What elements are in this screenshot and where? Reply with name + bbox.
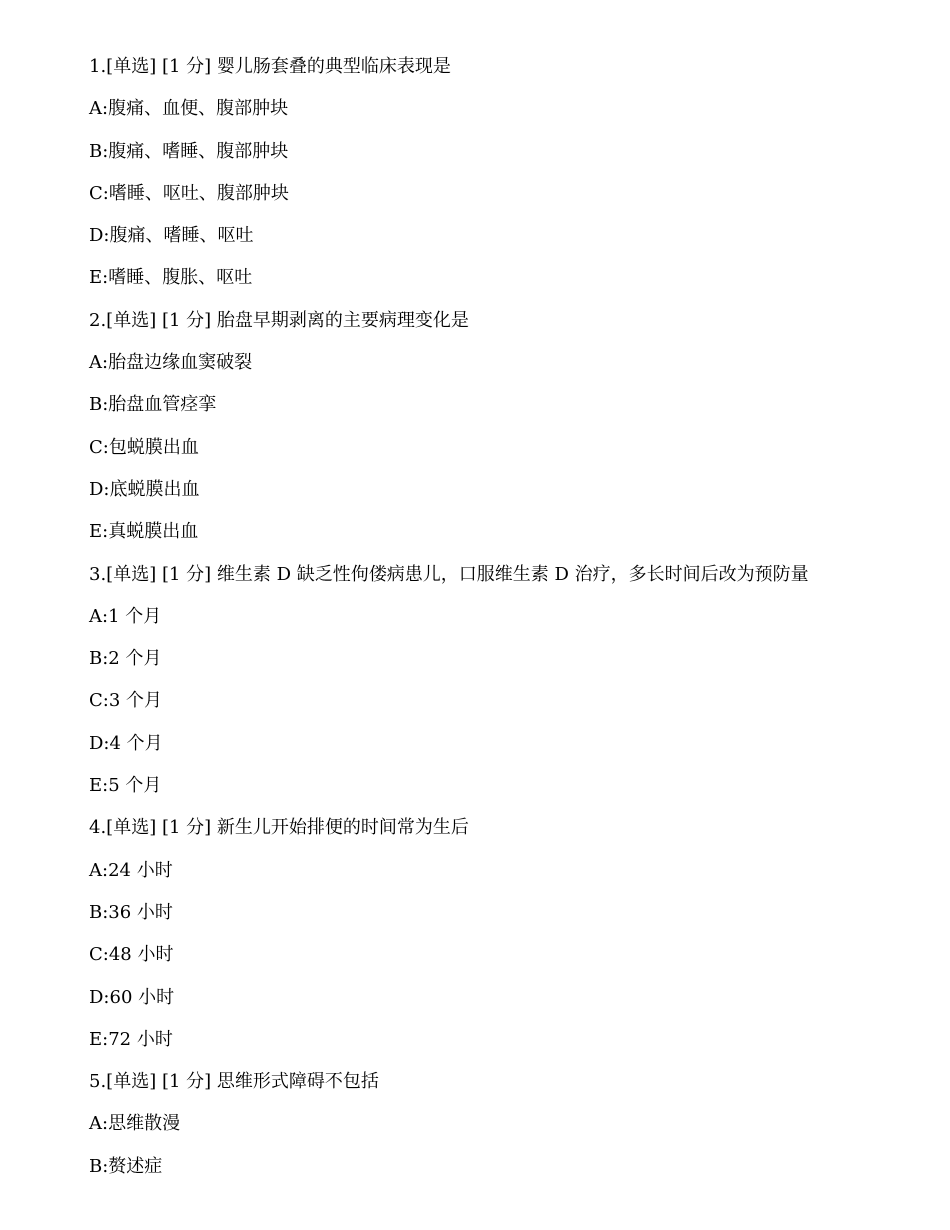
question-list [89, 52, 909, 1194]
question-4 [89, 813, 909, 1067]
option-e: E:真蜕膜出血 [89, 521, 199, 543]
option-e: E:5 个月 [89, 775, 162, 797]
option-b: B:2 个月 [89, 648, 162, 670]
option-b: B:36 小时 [89, 901, 173, 923]
option-e: E:72 小时 [89, 1028, 173, 1050]
option-a: A:1 个月 [89, 605, 162, 627]
question-5 [89, 1067, 909, 1194]
question-stem: 4.[单选] [1 分] 新生儿开始排便的时间常为生后 [89, 817, 469, 839]
option-c: C:包蜕膜出血 [89, 436, 199, 458]
question-2 [89, 306, 909, 560]
option-b: B:腹痛、嗜睡、腹部肿块 [89, 140, 289, 162]
option-d: D:4 个月 [89, 732, 163, 754]
option-e: E:嗜睡、腹胀、呕吐 [89, 267, 253, 289]
option-d: D:底蜕膜出血 [89, 478, 200, 500]
option-b: B:胎盘血管痉挛 [89, 394, 217, 416]
option-a: A:腹痛、血便、腹部肿块 [89, 98, 289, 120]
question-1 [89, 52, 909, 306]
option-c: C:3 个月 [89, 690, 163, 712]
option-c: C:48 小时 [89, 944, 174, 966]
option-a: A:胎盘边缘血窦破裂 [89, 352, 253, 374]
question-3 [89, 560, 909, 814]
option-a: A:思维散漫 [89, 1113, 181, 1135]
option-b: B:赘述症 [89, 1155, 163, 1177]
option-d: D:60 小时 [89, 986, 175, 1008]
option-a: A:24 小时 [89, 859, 173, 881]
question-stem: 2.[单选] [1 分] 胎盘早期剥离的主要病理变化是 [89, 309, 469, 331]
option-d: D:腹痛、嗜睡、呕吐 [89, 225, 254, 247]
question-stem: 3.[单选] [1 分] 维生素 D 缺乏性佝偻病患儿，口服维生素 D 治疗，多长时间后改为预防量 [89, 563, 809, 585]
question-stem: 5.[单选] [1 分] 思维形式障碍不包括 [89, 1071, 379, 1093]
question-stem: 1.[单选] [1 分] 婴儿肠套叠的典型临床表现是 [89, 56, 451, 77]
option-c: C:嗜睡、呕吐、腹部肿块 [89, 182, 289, 204]
